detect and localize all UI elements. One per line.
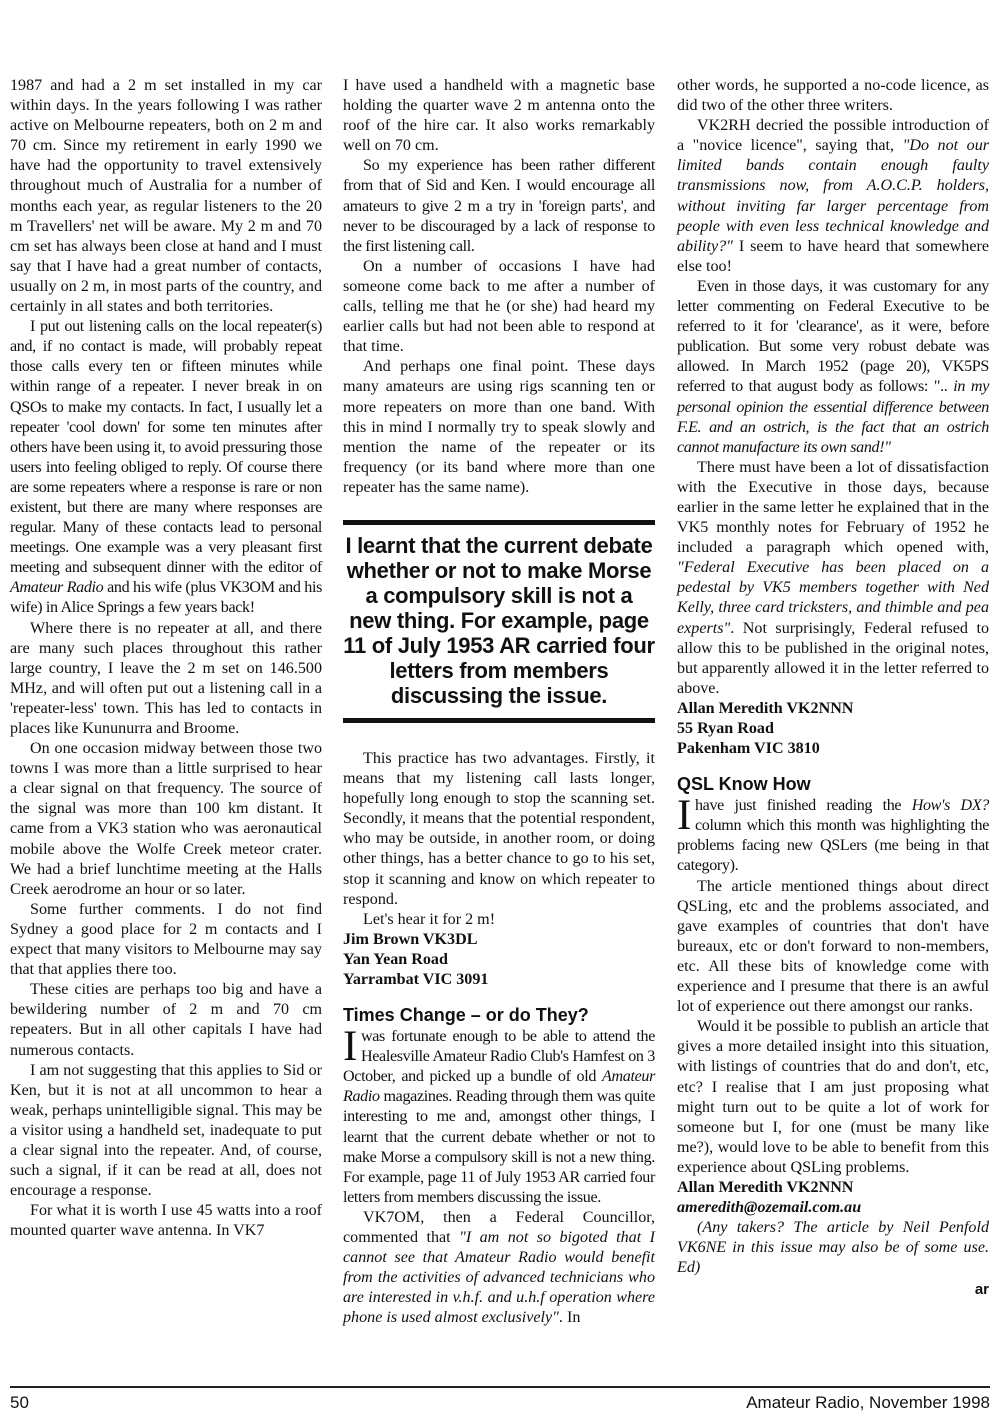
paragraph: On one occasion midway between those two towns I was more than a little surprised to hear a clear signal on that frequency. The source of the signal was more than 100 km distant. It came from a VK3 station who was aeronautical mobile above the Wolfe Creek meteor crater. We had a brief lunchtime meeting at the Halls Creek aerodrome an hour or so later. bbox=[10, 740, 322, 898]
paragraph: VK2RH decried the possible introduction of a "novice licence", saying that, "Do not our limited bands contain enough faulty transmissions now, from A.O.C.P. holders, without inviting far larger percentage from people with even less technical knowledge and ability?" I seem to have heard that somewhere else too! bbox=[677, 117, 989, 275]
paragraph: On a number of occasions I have had someone come back to me after a number of calls, telling me that he (or she) had heard my earlier calls but had not been able to respond at that time. bbox=[343, 257, 655, 356]
paragraph: I put out listening calls on the local repeater(s) and, if no contact is made, will probably repeat those calls every ten or fifteen minutes while within range of a repeater. I never break in on QSOs to make my contacts. In fact, I usually let a repeater 'cool down' for some ten minutes after others have been using it, to avoid pressuring those users into feeling obliged to reply. Of course there are some repeaters where a response is rare or non existent, but there are many where responses are regular. Many of these contacts lead to personal meetings. One example was a very pleasant first meeting and subsequent dinner with the editor of Amateur Radio and his wife (plus VK3OM and his wife) in Alice Springs a few years back! bbox=[10, 318, 323, 617]
signature-name: Allan Meredith VK2NNN bbox=[677, 1178, 854, 1196]
column-3 bbox=[677, 76, 989, 1301]
section-heading: QSL Know How bbox=[677, 774, 811, 795]
signature-name: Jim Brown VK3DL bbox=[343, 930, 478, 948]
signature-location: Yarrambat VIC 3091 bbox=[343, 971, 489, 988]
editor-note: (Any takers? The article by Neil Penfold VK6NE in this issue may also be of some use. Ed) bbox=[677, 1219, 989, 1277]
paragraph: Iwas fortunate enough to be able to attend the Healesville Amateur Radio Club's Hamfest on 3 October, and picked up a bundle of old Amateur Radio magazines. Reading through them was quite interesting to me and, amongst other things, I learnt that the current debate whether or not to make Morse a compulsory skill is not a new thing. For example, page 11 of July 1953 AR carried four letters from members discussing the issue. bbox=[343, 1023, 655, 1206]
paragraph: And perhaps one final point. These days many amateurs are using rigs scanning ten or more repeaters on more than one band. With this in mind I normally try to speak slowly and mention the name of the repeater or its frequency (or its band where more than one repeater has the same name). bbox=[343, 358, 655, 496]
signature-address: Yan Yean Road bbox=[343, 950, 448, 968]
paragraph: For what it is worth I use 45 watts into a roof mounted quarter wave antenna. In VK7 bbox=[10, 1202, 322, 1240]
paragraph: This practice has two advantages. Firstly, it means that my listening call lasts longer, hopefully long enough to stop the scanning set. Secondly, it means that the potential respondent, who may be outside, in another room, or doing other things, has a better chance to go to his set, stop it scanning and know on which repeater to respond. bbox=[343, 749, 655, 908]
paragraph: Ihave just finished reading the How's DX? column which this month was highlighting the problems facing new QSLers (me being in that category). bbox=[677, 792, 989, 875]
signature-name: Allan Meredith VK2NNN bbox=[677, 699, 854, 717]
paragraph: The article mentioned things about direct QSLing, etc and the problems associated, and gave examples of countries that don't have bureaux, etc or don't forward to non-members, etc. All these bits of knowledge come with experience and I presume that there is an awful lot of experience out there amongst our ranks. bbox=[677, 877, 989, 1016]
column-1 bbox=[10, 76, 322, 1241]
section-heading: Times Change – or do They? bbox=[343, 1005, 589, 1026]
signature-location: Pakenham VIC 3810 bbox=[677, 740, 820, 758]
footer-rule bbox=[10, 1386, 990, 1388]
paragraph: other words, he supported a no-code licence, as did two of the other three writers. bbox=[677, 77, 989, 115]
pull-quote bbox=[343, 520, 655, 723]
drop-cap: I bbox=[343, 1023, 357, 1071]
paragraph: Some further comments. I do not find Sydney a good place for 2 m contacts and I expect that many visitors to Melbourne may say that that applies there too. bbox=[10, 900, 322, 979]
page-number: 50 bbox=[10, 1393, 29, 1412]
paragraph: I have used a handheld with a magnetic base holding the quarter wave 2 m antenna onto the roof of the hire car. It also works remarkably well on 70 cm. bbox=[343, 77, 655, 155]
pull-quote-text: I learnt that the current debate whether or not to make Morse a compulsory skill is not a new thing. For example, page 11 of July 1953 AR carried four letters from members discussing the issue. bbox=[343, 532, 655, 708]
paragraph: Would it be possible to publish an article that gives a more detailed insight into this situation, with listings of countries that do and don't, etc, etc? I realise that I am just proposing what might turn out to be quite a lot of work for someone but I, for one (must be many like me?), would love to be able to benefit from this experience about QSLing problems. bbox=[677, 1018, 989, 1176]
paragraph: These cities are perhaps too big and have a bewildering number of 2 m and 70 cm repeaters. But in all other capitals I have had numerous contacts. bbox=[10, 981, 322, 1059]
paragraph: So my experience has been rather different from that of Sid and Ken. I would encourage all amateurs to give 2 m a try in 'foreign parts', and never to be discouraged by a lack of response to the first listening call. bbox=[343, 157, 655, 255]
signature-address: 55 Ryan Road bbox=[677, 720, 774, 737]
column-2 bbox=[343, 76, 655, 1329]
paragraph: VK7OM, then a Federal Councillor, commented that "I am not so bigoted that I cannot see that Amateur Radio would benefit from the activities of advanced technicians who are interested in v.h.f. and u.h.f operation where phone is used almost exclusively". In bbox=[343, 1208, 655, 1327]
paragraph: There must have been a lot of dissatisfaction with the Executive in those days, because earlier in the same letter he explained that in the VK5 monthly notes for February of 1952 he included a paragraph which opened with, "Federal Executive has been placed on a pedestal by VK5 members together with Ned Kelly, three card tricksters, and thimble and pea experts". Not surprisingly, Federal refused to allow this to be published in the original notes, but apparently allowed it in the letter referred to above. bbox=[677, 458, 989, 697]
end-mark: ar bbox=[974, 1281, 989, 1299]
drop-cap: I bbox=[677, 792, 691, 840]
email-address: ameredith@ozemail.com.au bbox=[677, 1199, 862, 1217]
paragraph: Where there is no repeater at all, and there are many such places throughout this rather large country, I leave the 2 m set on 146.500 MHz, and will often put out a listening call in a 'repeater-less' town. This has led to contacts in places like Kununurra and Broome. bbox=[10, 619, 322, 737]
paragraph: I am not suggesting that this applies to Sid or Ken, but it is not at all uncommon to hear a weak, perhaps unintelligible signal. This may be a visitor using a handheld set, inadequate to put a clear signal into the repeater. And, of course, such a signal, if it can be read at all, does not encourage a response. bbox=[10, 1061, 322, 1200]
paragraph: Even in those days, it was customary for any letter commenting on Federal Executive to be referred to it for 'clearance', as it were, before publication. But some very robust debate was allowed. In March 1952 (page 20), VK5PS referred to that august body as follows: ".. in my personal opinion the essential difference between F.E. and an ostrich, is the fact that an ostrich cannot manufacture its own sand!" bbox=[677, 277, 990, 456]
issue-label: Amateur Radio, November 1998 bbox=[746, 1393, 990, 1412]
paragraph: 1987 and had a 2 m set installed in my car within days. In the years following I was rather active on Melbourne repeaters, both on 2 m and 70 cm. Since my retirement in early 1990 we have had the opportunity to travel extensively throughout much of Australia for a number of months each year, as regular listeners to the 20 m Travellers' net will be aware. My 2 m and 70 cm set has always been close at hand and I must say that I have had a great number of contacts, usually on 2 m, in most parts of the country, and certainly in all states and both territories. bbox=[10, 77, 322, 316]
paragraph: Let's hear it for 2 m! bbox=[363, 910, 496, 928]
